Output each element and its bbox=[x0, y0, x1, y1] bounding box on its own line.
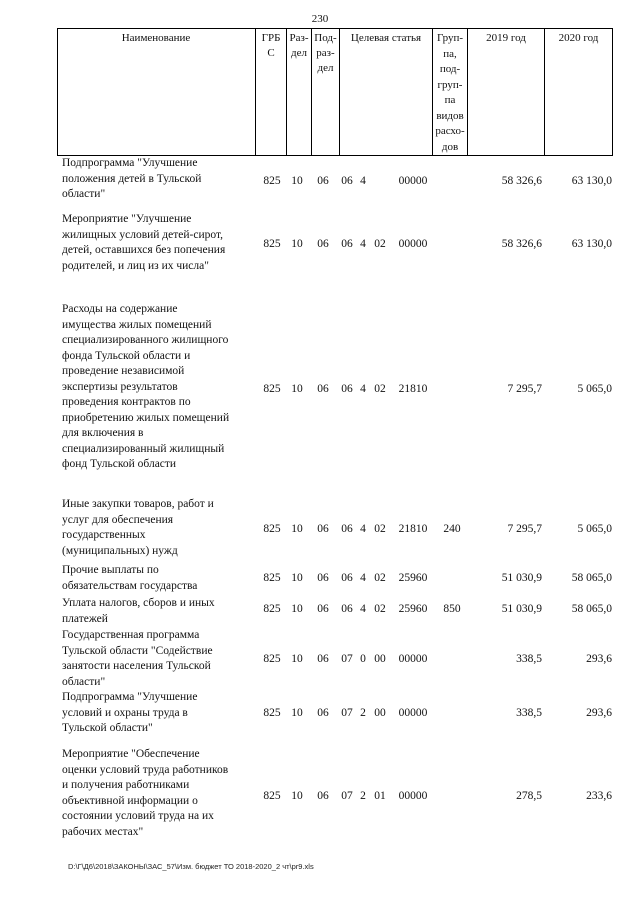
cell-grbs: 825 bbox=[263, 790, 281, 802]
header-razdel: Раз- дел bbox=[289, 32, 309, 59]
cell-podrazdel: 06 bbox=[317, 790, 329, 802]
cell-vid: 850 bbox=[443, 603, 461, 615]
cell-razdel: 10 bbox=[291, 653, 303, 665]
cell-2020: 293,6 bbox=[586, 653, 612, 665]
header-vid: Груп- па, под- груп- па видов расхо- дов bbox=[435, 32, 465, 153]
cell-target-3: 02 bbox=[374, 383, 386, 395]
cell-grbs: 825 bbox=[263, 653, 281, 665]
row-name: Подпрограмма "Улучшение условий и охраны труда в Тульской области" bbox=[62, 691, 198, 734]
cell-target-1: 06 bbox=[341, 572, 353, 584]
row-name: Уплата налогов, сборов и иных платежей bbox=[62, 597, 215, 625]
cell-podrazdel: 06 bbox=[317, 175, 329, 187]
cell-2019: 278,5 bbox=[516, 790, 542, 802]
cell-target-1: 06 bbox=[341, 603, 353, 615]
cell-2020: 293,6 bbox=[586, 707, 612, 719]
cell-target-4: 25960 bbox=[398, 603, 428, 615]
cell-podrazdel: 06 bbox=[317, 572, 329, 584]
row-name: Подпрограмма "Улучшение положения детей в Тульской области" bbox=[62, 157, 202, 200]
cell-2019: 51 030,9 bbox=[501, 603, 542, 615]
cell-grbs: 825 bbox=[263, 383, 281, 395]
header-grbs: ГРБ С bbox=[261, 32, 281, 59]
cell-2019: 7 295,7 bbox=[507, 383, 542, 395]
header-2019: 2019 год bbox=[486, 32, 526, 44]
cell-grbs: 825 bbox=[263, 175, 281, 187]
cell-target-3: 01 bbox=[374, 790, 386, 802]
cell-razdel: 10 bbox=[291, 238, 303, 250]
header-name: Наименование bbox=[121, 32, 191, 44]
cell-2020: 5 065,0 bbox=[577, 383, 612, 395]
cell-target-2: 4 bbox=[360, 238, 366, 250]
cell-2019: 338,5 bbox=[516, 707, 542, 719]
row-name: Мероприятие "Обеспечение оценки условий труда работников и получения работниками объективной информации о состоянии условий труда на их рабочих местах" bbox=[62, 748, 229, 838]
cell-target-4: 25960 bbox=[398, 572, 428, 584]
cell-2020: 233,6 bbox=[586, 790, 612, 802]
cell-target-4: 00000 bbox=[398, 707, 428, 719]
cell-target-4: 00000 bbox=[398, 653, 428, 665]
cell-target-4: 00000 bbox=[398, 238, 428, 250]
cell-grbs: 825 bbox=[263, 707, 281, 719]
cell-target-2: 2 bbox=[360, 790, 366, 802]
header-podrazdel: Под- раз- дел bbox=[314, 32, 337, 74]
cell-razdel: 10 bbox=[291, 707, 303, 719]
header-target: Целевая статья bbox=[350, 32, 422, 44]
cell-razdel: 10 bbox=[291, 572, 303, 584]
cell-target-4: 21810 bbox=[398, 383, 428, 395]
cell-2020: 58 065,0 bbox=[571, 603, 612, 615]
row-name: Иные закупки товаров, работ и услуг для обеспечения государственных (муниципальных) нужд bbox=[62, 498, 214, 557]
cell-2019: 58 326,6 bbox=[501, 238, 542, 250]
cell-vid: 240 bbox=[443, 523, 461, 535]
cell-target-4: 21810 bbox=[398, 523, 428, 535]
cell-2020: 5 065,0 bbox=[577, 523, 612, 535]
cell-target-2: 0 bbox=[360, 653, 366, 665]
cell-grbs: 825 bbox=[263, 572, 281, 584]
cell-2019: 58 326,6 bbox=[501, 175, 542, 187]
cell-target-1: 07 bbox=[341, 653, 353, 665]
cell-target-3: 02 bbox=[374, 603, 386, 615]
cell-target-2: 4 bbox=[360, 572, 366, 584]
cell-target-4: 00000 bbox=[398, 175, 428, 187]
row-name: Прочие выплаты по обязательствам государства bbox=[62, 564, 198, 592]
cell-podrazdel: 06 bbox=[317, 383, 329, 395]
cell-target-1: 06 bbox=[341, 383, 353, 395]
cell-2019: 7 295,7 bbox=[507, 523, 542, 535]
row-name: Мероприятие "Улучшение жилищных условий детей-сирот, детей, оставшихся без попечения родителей, и лиц из их числа" bbox=[62, 213, 226, 272]
cell-target-2: 4 bbox=[360, 523, 366, 535]
cell-razdel: 10 bbox=[291, 790, 303, 802]
file-path-footer: D:\Г\Д6\2018\ЗАКОНЫ\ЗАС_57\Изм. бюджет ТО 2018-2020_2 чт\pr9.xls bbox=[68, 862, 314, 871]
row-name: Государственная программа Тульской области "Содействие занятости населения Тульской области" bbox=[62, 629, 213, 688]
cell-razdel: 10 bbox=[291, 383, 303, 395]
cell-target-3: 00 bbox=[374, 707, 386, 719]
cell-target-1: 06 bbox=[341, 523, 353, 535]
row-name: Расходы на содержание имущества жилых помещений специализированного жилищного фонда Тульской области и проведение независимой экспертизы результатов проведения контрактов по приобретению жилых помещений для включения в специализированный жилищный фонд Тульской области bbox=[62, 303, 230, 470]
cell-razdel: 10 bbox=[291, 603, 303, 615]
cell-target-4: 00000 bbox=[398, 790, 428, 802]
cell-podrazdel: 06 bbox=[317, 707, 329, 719]
cell-target-2: 4 bbox=[360, 603, 366, 615]
cell-target-1: 06 bbox=[341, 175, 353, 187]
cell-2020: 63 130,0 bbox=[571, 238, 612, 250]
cell-podrazdel: 06 bbox=[317, 653, 329, 665]
cell-target-1: 07 bbox=[341, 790, 353, 802]
cell-target-3: 02 bbox=[374, 523, 386, 535]
cell-grbs: 825 bbox=[263, 238, 281, 250]
cell-target-2: 4 bbox=[360, 383, 366, 395]
cell-target-2: 4 bbox=[360, 175, 366, 187]
cell-target-3: 02 bbox=[374, 572, 386, 584]
cell-2019: 51 030,9 bbox=[501, 572, 542, 584]
cell-target-3: 00 bbox=[374, 653, 386, 665]
cell-2020: 63 130,0 bbox=[571, 175, 612, 187]
cell-podrazdel: 06 bbox=[317, 238, 329, 250]
cell-target-1: 07 bbox=[341, 707, 353, 719]
cell-target-1: 06 bbox=[341, 238, 353, 250]
cell-target-3: 02 bbox=[374, 238, 386, 250]
cell-target-2: 2 bbox=[360, 707, 366, 719]
cell-podrazdel: 06 bbox=[317, 523, 329, 535]
cell-podrazdel: 06 bbox=[317, 603, 329, 615]
cell-razdel: 10 bbox=[291, 523, 303, 535]
cell-2019: 338,5 bbox=[516, 653, 542, 665]
header-2020: 2020 год bbox=[558, 32, 599, 44]
cell-2020: 58 065,0 bbox=[571, 572, 612, 584]
cell-razdel: 10 bbox=[291, 175, 303, 187]
page-number: 230 bbox=[311, 13, 329, 25]
cell-grbs: 825 bbox=[263, 603, 281, 615]
cell-grbs: 825 bbox=[263, 523, 281, 535]
table-header bbox=[57, 28, 613, 156]
